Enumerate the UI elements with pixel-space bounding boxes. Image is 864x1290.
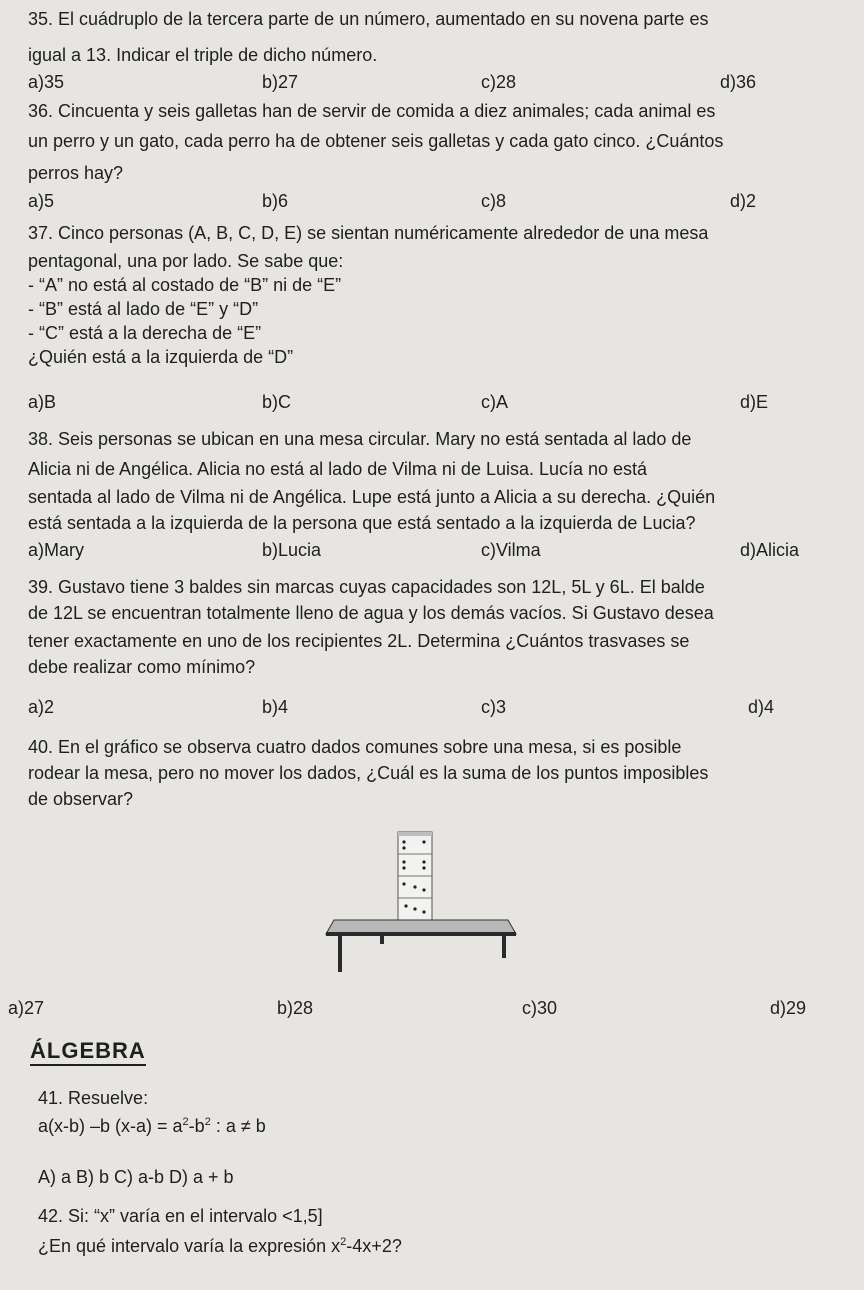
q38-options	[0, 540, 864, 564]
q39-option-a[interactable]: a)2	[28, 697, 55, 717]
q37-option-a[interactable]: a)B	[28, 392, 57, 412]
q38-line-1: 38. Seis personas se ubican en una mesa circular. Mary no está sentada al lado de	[28, 429, 692, 449]
q41-eq-pre: a(x-b) –b (x-a) = a	[38, 1116, 183, 1136]
q38-line-2: Alicia ni de Angélica. Alicia no está al lado de Vilma ni de Luisa. Lucía no está	[28, 459, 648, 479]
q36-option-d[interactable]: d)2	[730, 191, 757, 211]
q40-line-2: rodear la mesa, pero no mover los dados, ¿Cuál es la suma de los puntos imposibles	[28, 763, 709, 783]
table-leg-left	[338, 936, 342, 972]
q41-title: 41. Resuelve:	[38, 1088, 149, 1108]
q37-line-4: - “B” está al lado de “E” y “D”	[28, 299, 259, 319]
q35-option-a[interactable]: a)35	[28, 72, 65, 92]
q40-option-a[interactable]: a)27	[8, 998, 45, 1018]
q37-line-5: - “C” está a la derecha de “E”	[28, 323, 262, 343]
q42-line-2-exp: 2	[340, 1236, 347, 1248]
table-edge	[326, 932, 516, 936]
q36-line-1: 36. Cincuenta y seis galletas han de servir de comida a diez animales; cada animal es	[28, 101, 716, 121]
q40-options	[0, 998, 864, 1022]
q42-line-2-pre: ¿En qué intervalo varía la expresión x	[38, 1236, 341, 1256]
q36-line-2: un perro y un gato, cada perro ha de obtener seis galletas y cada gato cinco. ¿Cuántos	[28, 131, 724, 151]
q40-option-c[interactable]: c)30	[522, 998, 558, 1018]
q39-line-4: debe realizar como mínimo?	[28, 657, 256, 677]
table-leg-right	[502, 936, 506, 958]
q41-eq-post: : a ≠ b	[210, 1116, 266, 1136]
q37-option-c[interactable]: c)A	[481, 392, 508, 412]
table-top	[326, 920, 516, 934]
q39-line-1: 39. Gustavo tiene 3 baldes sin marcas cuyas capacidades son 12L, 5L y 6L. El balde	[28, 577, 705, 597]
q39-option-d[interactable]: d)4	[748, 697, 775, 717]
q37-option-d[interactable]: d)E	[740, 392, 769, 412]
q36-option-b[interactable]: b)6	[262, 191, 289, 211]
q38-line-4: está sentada a la izquierda de la persona que está sentado a la izquierda de Lucia?	[28, 513, 696, 533]
q42-line-2-post: -4x+2?	[346, 1236, 402, 1256]
q35-option-b[interactable]: b)27	[262, 72, 299, 92]
q41-eq-exp1: 2	[182, 1116, 189, 1128]
q41-equation	[38, 1116, 266, 1137]
dice-on-table-figure	[320, 828, 520, 974]
q37-option-b[interactable]: b)C	[262, 392, 292, 412]
q37-line-2: pentagonal, una por lado. Se sabe que:	[28, 251, 344, 271]
q37-line-1: 37. Cinco personas (A, B, C, D, E) se sientan numéricamente alrededor de una mesa	[28, 223, 709, 243]
q37-line-6: ¿Quién está a la izquierda de “D”	[28, 347, 294, 367]
q39-options	[0, 697, 864, 721]
q39-line-2: de 12L se encuentran totalmente lleno de agua y los demás vacíos. Si Gustavo desea	[28, 603, 714, 623]
q40-option-b[interactable]: b)28	[277, 998, 314, 1018]
q36-line-3: perros hay?	[28, 163, 124, 183]
q40-line-1: 40. En el gráfico se observa cuatro dados comunes sobre una mesa, si es posible	[28, 737, 682, 757]
q36-option-c[interactable]: c)8	[481, 191, 507, 211]
q42-line-2	[38, 1236, 402, 1257]
q38-option-b[interactable]: b)Lucia	[262, 540, 322, 560]
q41-eq-mid: -b	[188, 1116, 205, 1136]
q40-option-d[interactable]: d)29	[770, 998, 807, 1018]
q37-options	[0, 392, 864, 416]
q35-line-2: igual a 13. Indicar el triple de dicho número.	[28, 45, 378, 65]
q35-option-d[interactable]: d)36	[720, 72, 757, 92]
q41-eq-exp2: 2	[204, 1116, 211, 1128]
q39-line-3: tener exactamente en uno de los recipientes 2L. Determina ¿Cuántos trasvases se	[28, 631, 690, 651]
dice-top-face	[398, 832, 432, 836]
q38-option-d[interactable]: d)Alicia	[740, 540, 800, 560]
q35-option-c[interactable]: c)28	[481, 72, 517, 92]
q37-line-3: - “A” no está al costado de “B” ni de “E”	[28, 275, 342, 295]
table-leg-back	[380, 936, 384, 944]
q35-options	[0, 72, 864, 96]
q36-options	[0, 191, 864, 215]
q40-line-3: de observar?	[28, 789, 134, 809]
q36-option-a[interactable]: a)5	[28, 191, 55, 211]
q42-line-1: 42. Si: “x” varía en el intervalo <1,5]	[38, 1206, 323, 1226]
q39-option-b[interactable]: b)4	[262, 697, 289, 717]
q38-line-3: sentada al lado de Vilma ni de Angélica. Lupe está junto a Alicia a su derecha. ¿Quién	[28, 487, 716, 507]
q38-option-a[interactable]: a)Mary	[28, 540, 85, 560]
q41-options[interactable]: A) a B) b C) a-b D) a + b	[38, 1167, 234, 1187]
section-heading-algebra: ÁLGEBRA	[30, 1038, 146, 1066]
q35-line-1: 35. El cuádruplo de la tercera parte de un número, aumentado en su novena parte es	[28, 9, 709, 29]
q39-option-c[interactable]: c)3	[481, 697, 507, 717]
q38-option-c[interactable]: c)Vilma	[481, 540, 541, 560]
